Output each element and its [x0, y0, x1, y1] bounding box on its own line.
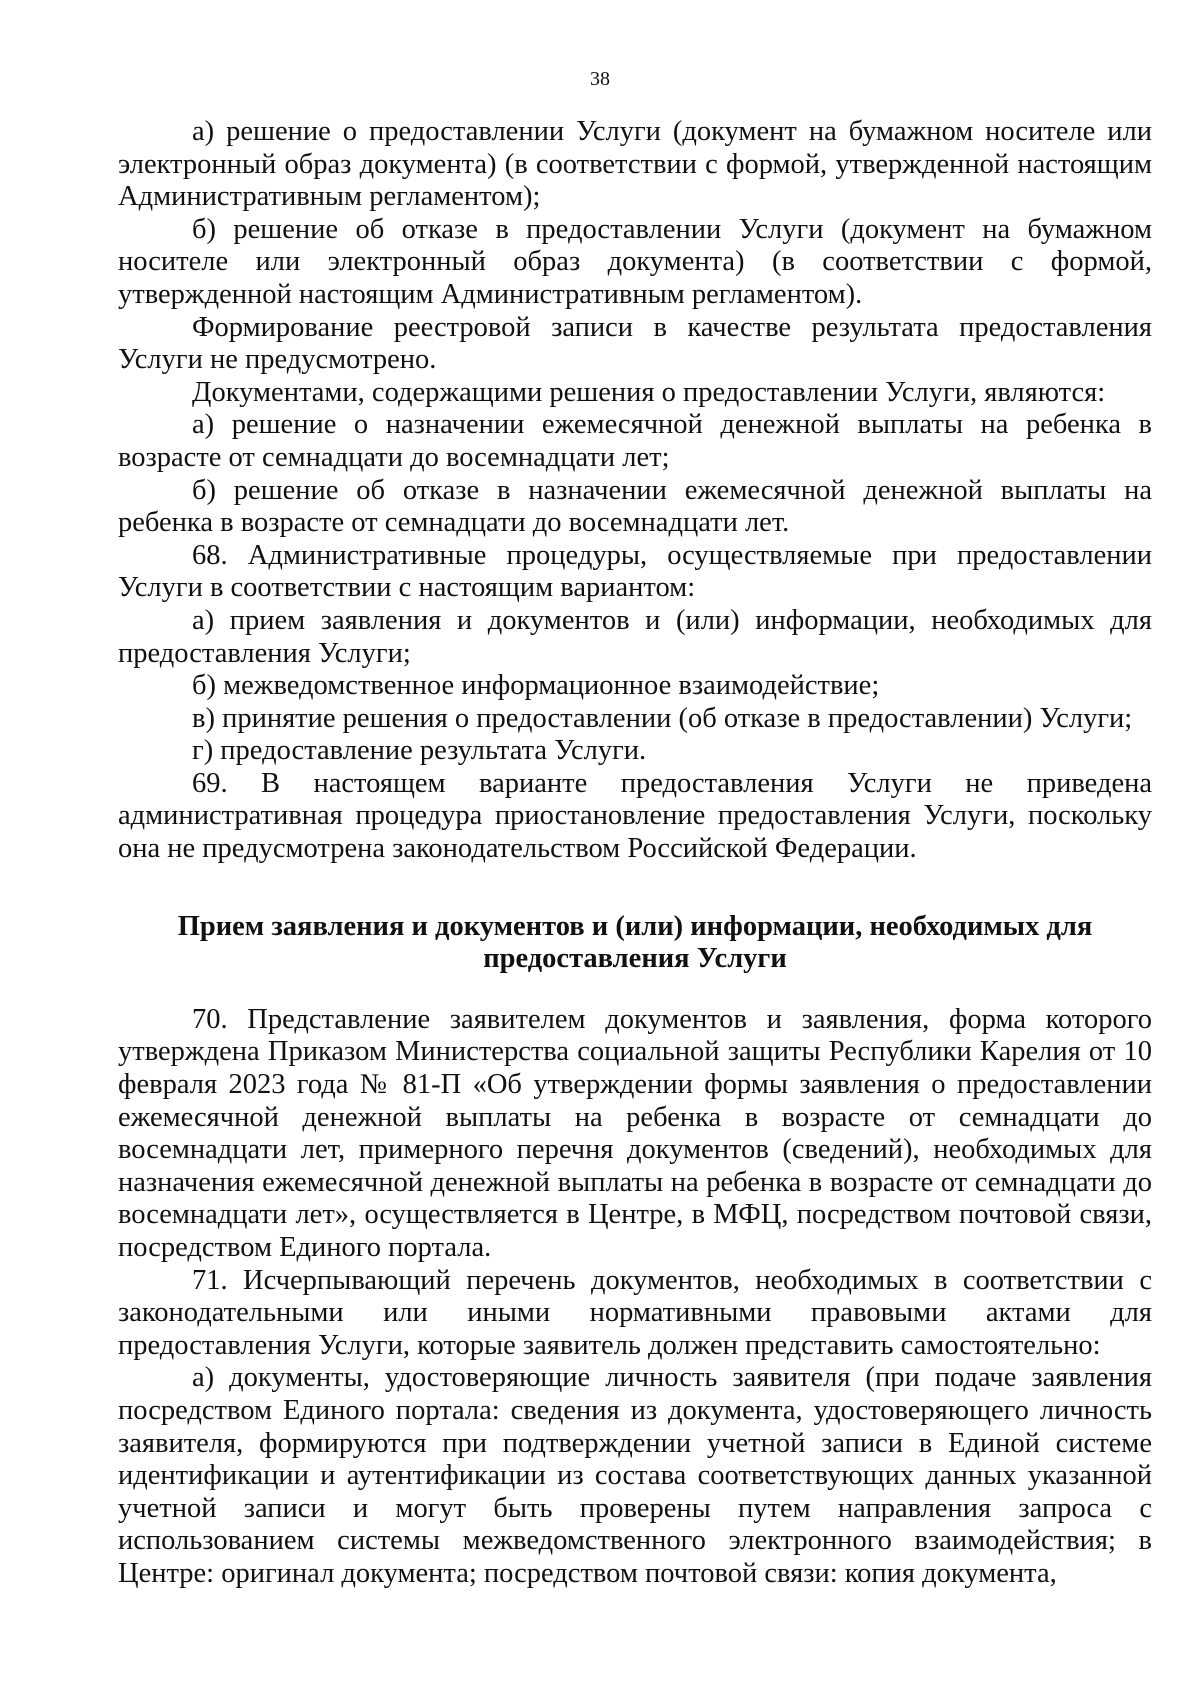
- paragraph-68-d: г) предоставление результата Услуги.: [192, 735, 647, 767]
- paragraph-68-b: б) межведомственное информационное взаимодействие;: [192, 670, 880, 702]
- paragraph-registry-record: Формирование реестровой записи в качестве результата предоставления Услуги не предусмотрено.: [118, 311, 1152, 376]
- paragraph-decision-doc-b: б) решение об отказе в назначении ежемесячной денежной выплаты на ребенка в возрасте от семнадцати до восемнадцати лет.: [118, 474, 1152, 539]
- section-heading-line-1: Прием заявления и документов и (или) информации, необходимых для: [177, 910, 1093, 942]
- paragraph-decision-doc-a: а) решение о назначении ежемесячной денежной выплаты на ребенка в возрасте от семнадцати до восемнадцати лет;: [118, 409, 1152, 473]
- paragraph-68: 68. Административные процедуры, осуществляемые при предоставлении Услуги в соответствии с настоящим вариантом:: [118, 539, 1152, 604]
- paragraph-69: 69. В настоящем варианте предоставления Услуги не приведена административная процедура приостановление предоставления Услуги, поскольку она не предусмотрена законодательством Российской Федерации.: [118, 767, 1152, 865]
- paragraph-decision-documents: Документами, содержащими решения о предоставлении Услуги, являются:: [192, 376, 1106, 408]
- paragraph-result-decision-a: а) решение о предоставлении Услуги (документ на бумажном носителе или электронный образ документа) (в соответствии с формой, утвержденной настоящим Административным регламентом);: [118, 116, 1152, 213]
- section-heading: [118, 911, 1152, 976]
- paragraph-71-a: а) документы, удостоверяющие личность заявителя (при подаче заявления посредством Единого портала: сведения из документа, удостоверяющего личность заявителя, формируются при подтверждении учетной записи в Единой системе идентификации и аутентификации из состава соответствующих данных указанной учетной записи и могут быть проверены путем направления запроса с использованием системы межведомственного электронного взаимодействия; в Центре: оригинал документа; посредством почтовой связи: копия документа,: [118, 1362, 1152, 1589]
- paragraph-70: 70. Представление заявителем документов и заявления, форма которого утверждена Приказом Министерства социальной защиты Республики Карелия от 10 февраля 2023 года № 81-П «Об утверждении формы заявления о предоставлении ежемесячной денежной выплаты на ребенка в возрасте от семнадцати до восемнадцати лет, примерного перечня документов (сведений), необходимых для назначения ежемесячной денежной выплаты на ребенка в возрасте от семнадцати до восемнадцати лет», осуществляется в Центре, в МФЦ, посредством почтовой связи, посредством Единого портала.: [118, 1003, 1152, 1263]
- paragraph-result-decision-b: б) решение об отказе в предоставлении Услуги (документ на бумажном носителе или электронный образ документа) (в соответствии с формой, утвержденной настоящим Административным регламентом).: [118, 213, 1152, 310]
- paragraph-68-a: а) прием заявления и документов и (или) информации, необходимых для предоставления Услуги;: [118, 604, 1152, 669]
- paragraph-68-c: в) принятие решения о предоставлении (об отказе в предоставлении) Услуги;: [192, 702, 1133, 734]
- page-number: 38: [590, 68, 610, 90]
- document-body: [118, 116, 1152, 1591]
- paragraph-71: 71. Исчерпывающий перечень документов, необходимых в соответствии с законодательными или иными нормативными правовыми актами для предоставления Услуги, которые заявитель должен представить самостоятельно:: [118, 1264, 1152, 1361]
- section-heading-line-2: предоставления Услуги: [483, 943, 787, 975]
